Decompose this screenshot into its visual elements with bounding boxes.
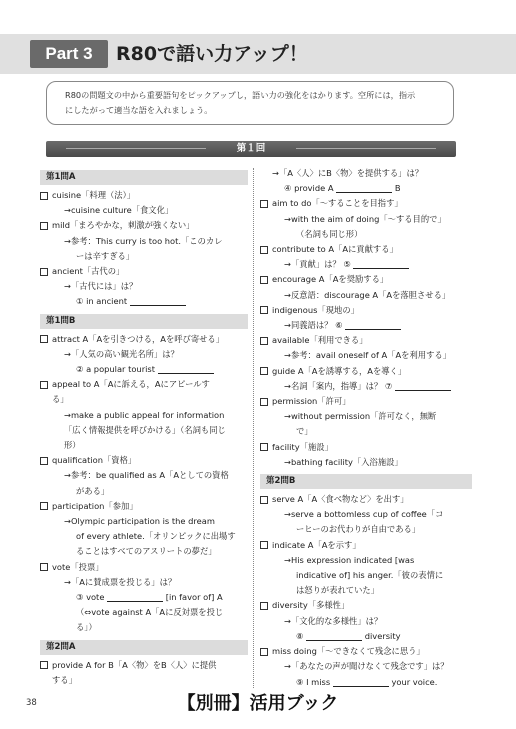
item-note: →with the aim of doing「～する目的で」	[284, 213, 446, 224]
item-note: indicative of] his anger.「彼の表情に	[296, 570, 444, 581]
item-headword: diversity「多様性」	[272, 600, 350, 611]
checkbox[interactable]	[260, 648, 268, 656]
item-headword: る」	[52, 394, 69, 405]
right-column	[260, 166, 472, 690]
item-headword: mild「まろやかな，刺激が強くない」	[52, 220, 195, 231]
vocab-item-guide	[260, 364, 472, 394]
item-note: （⇔vote against A「Aに反対票を投じ	[76, 607, 224, 618]
checkbox[interactable]	[260, 246, 268, 254]
answer-blank[interactable]	[333, 677, 389, 687]
checkbox[interactable]	[260, 367, 268, 375]
round-heading: 第１回	[46, 141, 456, 157]
vocab-item-vote	[40, 560, 248, 636]
item-headword: participation「参加」	[52, 500, 138, 511]
item-headword: vote「投票」	[52, 561, 104, 572]
item-note: →参考：avail oneself of A「Aを利用する」	[284, 350, 451, 361]
item-headword: appeal to A「Aに訴える，Aにアピールす	[52, 379, 210, 390]
item-note: your voice.	[391, 676, 438, 687]
item-note: of every athlete.「オリンピックに出場す	[76, 531, 236, 542]
page-title: R80で語い力アップ！	[116, 43, 308, 65]
vocab-item-serve	[260, 492, 472, 538]
checkbox[interactable]	[40, 563, 48, 571]
checkbox[interactable]	[260, 306, 268, 314]
item-note: ることはすべてのアスリートの夢だ」	[76, 546, 217, 557]
item-note: は怒りが表れていた」	[296, 585, 379, 596]
item-headword: qualification「資格」	[52, 455, 137, 466]
item-headword: permission「許可」	[272, 396, 351, 407]
instruction-line: にしたがって適当な語を入れましょう。	[65, 105, 213, 115]
vocab-item-miss	[260, 644, 472, 690]
vocab-item-ancient	[40, 264, 248, 310]
checkbox[interactable]	[40, 661, 48, 669]
checkbox[interactable]	[40, 222, 48, 230]
checkbox[interactable]	[260, 398, 268, 406]
item-note: で」	[296, 426, 313, 437]
item-note: →参考：be qualified as A「Aとしての資格	[64, 470, 229, 481]
vocab-item-diversity	[260, 598, 472, 644]
vocab-item-provide-cont	[260, 166, 472, 196]
item-note: →反意語：discourage A「Aを落胆させる」	[284, 289, 451, 300]
vocab-item-participation	[40, 499, 248, 560]
answer-blank[interactable]	[395, 381, 451, 391]
vocab-item-aim	[260, 196, 472, 242]
item-note: る」）	[76, 622, 97, 633]
vocab-item-available	[260, 333, 472, 363]
item-question: →「あなたの声が聞けなくて残念です」は？	[284, 661, 449, 672]
item-note: ーヒーのお代わりが自由である」	[296, 524, 421, 535]
item-note: →make a public appeal for information	[64, 409, 225, 420]
item-note: B	[394, 183, 401, 194]
item-note: 形）	[64, 440, 81, 451]
checkbox[interactable]	[260, 496, 268, 504]
item-note: →without permission「許可なく，無断	[284, 411, 437, 422]
vocab-item-qualification	[40, 453, 248, 499]
item-note: →His expression indicated [was	[284, 554, 415, 565]
item-question: →「人気の高い観光名所」は？	[64, 348, 179, 359]
left-column	[40, 166, 248, 688]
item-headword: indigenous「現地の」	[272, 304, 359, 315]
answer-blank[interactable]	[158, 364, 214, 374]
item-note: ーは辛すぎる」	[76, 250, 135, 261]
checkbox[interactable]	[260, 443, 268, 451]
item-headword: guide A「Aを誘導する，Aを導く」	[272, 365, 407, 376]
item-question: →同義語は？ ⑥	[284, 320, 343, 331]
item-note: →Olympic participation is the dream	[64, 516, 215, 527]
item-question: →「古代には」は？	[64, 281, 138, 292]
answer-blank[interactable]	[130, 296, 186, 306]
vocab-item-mild	[40, 218, 248, 264]
vocab-item-cuisine	[40, 188, 248, 218]
item-note: [in favor of] A	[165, 592, 223, 603]
vocab-item-permission	[260, 394, 472, 440]
vocab-item-contribute	[260, 242, 472, 272]
answer-blank[interactable]	[345, 320, 401, 330]
vocab-item-indicate	[260, 538, 472, 599]
question-number: ⑧	[296, 630, 304, 641]
item-headword: する」	[52, 674, 77, 685]
checkbox[interactable]	[40, 502, 48, 510]
item-headword: available「利用できる」	[272, 335, 368, 346]
answer-blank[interactable]	[306, 631, 362, 641]
item-question: →「A〈人〉にB〈物〉を提供する」は？	[272, 168, 424, 178]
vocab-item-encourage	[260, 272, 472, 302]
item-note: →bathing facility「入浴施設」	[284, 456, 403, 467]
item-note: diversity	[364, 630, 401, 641]
checkbox[interactable]	[260, 276, 268, 284]
checkbox[interactable]	[260, 200, 268, 208]
section-heading: 第1問B	[40, 314, 248, 329]
section-heading: 第2問B	[260, 474, 472, 489]
item-headword: contribute to A「Aに貢献する」	[272, 244, 398, 255]
question-number: ② a popular tourist	[76, 364, 155, 375]
item-note: →参考：This curry is too hot.「このカレ	[64, 235, 223, 246]
vocab-item-indigenous	[260, 303, 472, 333]
section-heading: 第2問A	[40, 640, 248, 655]
item-note: →serve a bottomless cup of coffee「コ	[284, 509, 444, 520]
question-number: ① in ancient	[76, 296, 128, 307]
vocab-item-attract	[40, 332, 248, 378]
item-note: →cuisine culture「食文化」	[64, 205, 174, 216]
checkbox[interactable]	[40, 268, 48, 276]
item-question: →「文化的な多様性」は？	[284, 615, 383, 626]
item-headword: serve A「A〈食べ物など〉を出す」	[272, 494, 409, 505]
answer-blank[interactable]	[353, 259, 409, 269]
part-badge: Part 3	[30, 40, 108, 68]
item-headword: indicate A「Aを示す」	[272, 539, 361, 550]
book-title: 【別冊】活用ブック	[177, 693, 339, 714]
checkbox[interactable]	[40, 192, 48, 200]
answer-blank[interactable]	[336, 183, 392, 193]
item-headword: facility「施設」	[272, 441, 333, 452]
vocab-item-provide	[40, 658, 248, 688]
column-divider	[253, 168, 254, 688]
checkbox[interactable]	[40, 457, 48, 465]
item-note: がある」	[76, 485, 110, 496]
item-question: →「貢献」は？ ⑤	[284, 259, 351, 270]
item-headword: attract A「Aを引きつける，Aを呼び寄せる」	[52, 333, 225, 344]
question-number: ④ provide A	[284, 183, 334, 194]
item-headword: encourage A「Aを奨励する」	[272, 274, 389, 285]
item-headword: aim to do「～することを目指す」	[272, 198, 403, 209]
answer-blank[interactable]	[107, 592, 163, 602]
section-heading: 第1問A	[40, 170, 248, 185]
checkbox[interactable]	[260, 541, 268, 549]
item-question: →「Aに賛成票を投じる」は？	[64, 576, 177, 587]
item-headword: cuisine「料理（法）」	[52, 190, 136, 200]
page-number: 38	[26, 698, 37, 708]
item-question: →名詞「案内，指導」は？ ⑦	[284, 380, 393, 391]
question-number: ⑨ I miss	[296, 676, 331, 687]
item-note: （名詞も同じ形）	[296, 228, 363, 239]
checkbox[interactable]	[40, 381, 48, 389]
checkbox[interactable]	[260, 602, 268, 610]
item-headword: miss doing「～できなくて残念に思う」	[272, 646, 425, 657]
instruction-line: R80の問題文の中から重要語句をピックアップし，語い力の強化をはかります。空所には，指示	[65, 90, 416, 100]
item-note: 「広く情報提供を呼びかける」（名詞も同じ	[64, 424, 226, 435]
checkbox[interactable]	[40, 335, 48, 343]
checkbox[interactable]	[260, 337, 268, 345]
vocab-item-facility	[260, 440, 472, 470]
question-number: ③ vote	[76, 592, 105, 603]
instruction-box	[46, 81, 454, 125]
item-headword: ancient「古代の」	[52, 266, 125, 277]
item-headword: provide A for B「A〈物〉をB〈人〉に提供	[52, 659, 217, 670]
vocab-item-appeal	[40, 377, 248, 453]
